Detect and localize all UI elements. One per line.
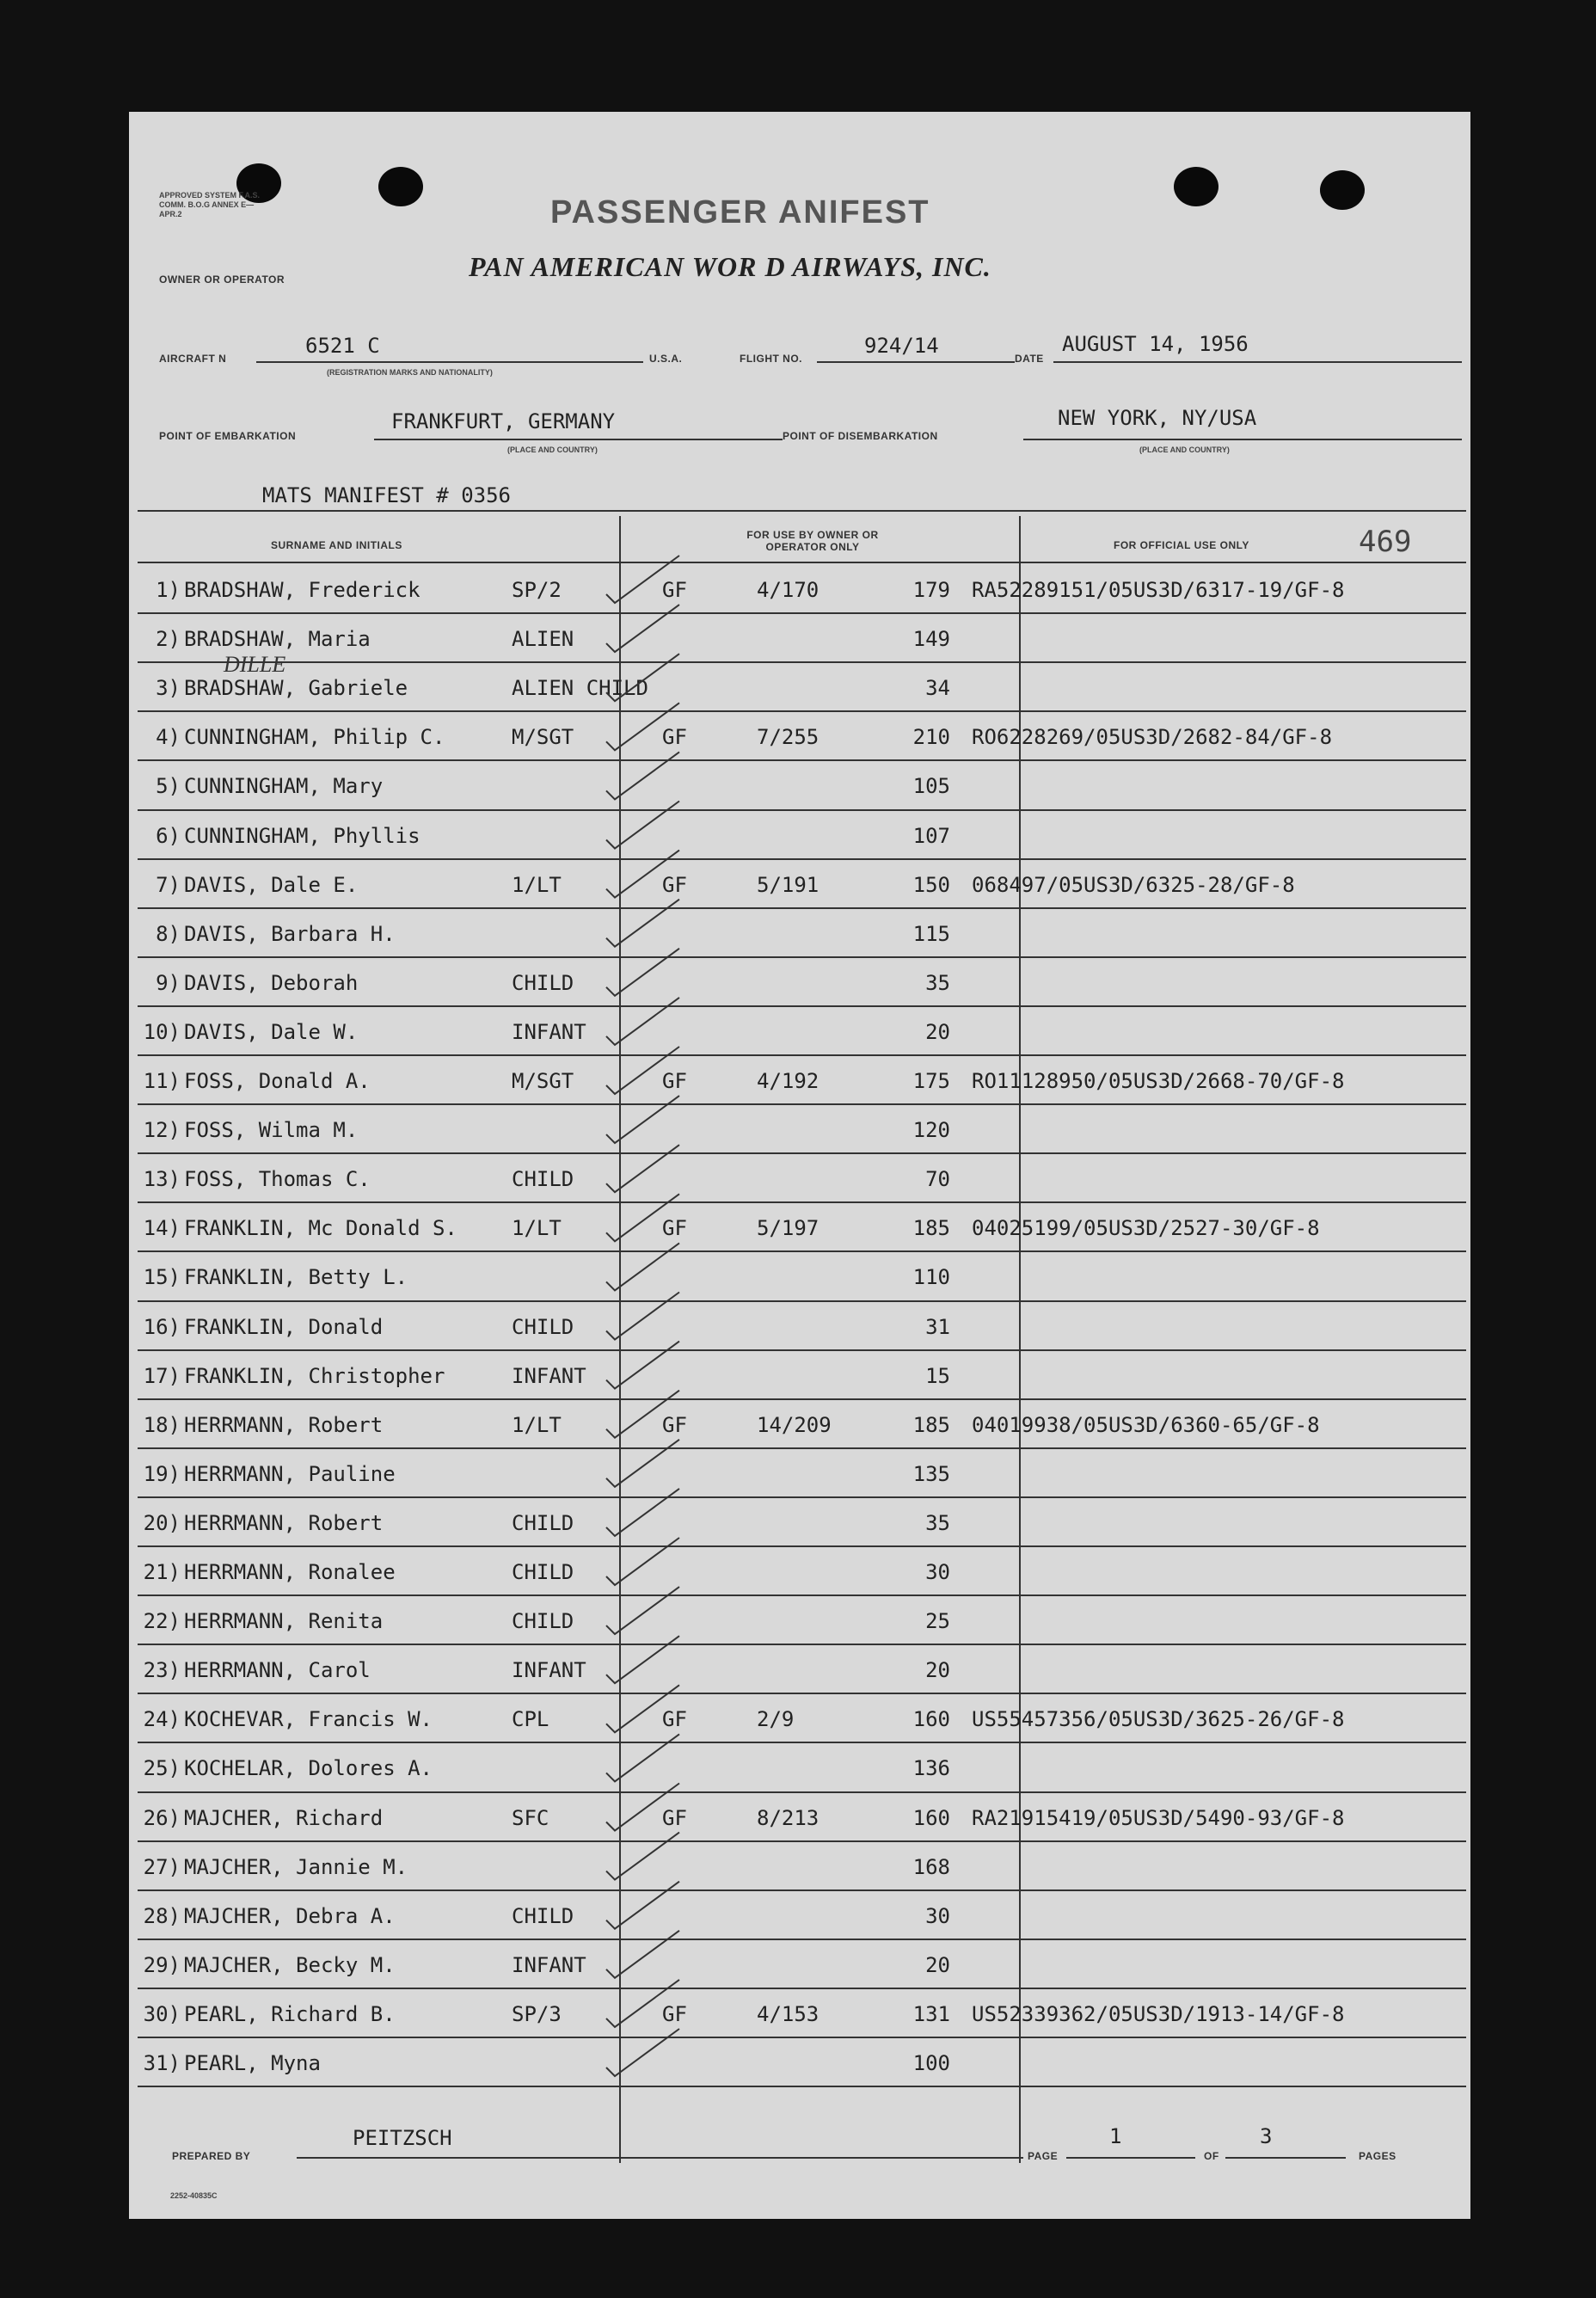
passenger-weight: 135: [912, 1461, 950, 1486]
passenger-number: 19): [143, 1461, 181, 1486]
passenger-name: HERRMANN, Robert: [184, 1412, 384, 1437]
date-value: AUGUST 14, 1956: [1062, 332, 1249, 356]
check-mark: [606, 752, 679, 799]
passenger-date: 5/191: [757, 872, 819, 897]
check-mark: [606, 556, 679, 603]
passenger-weight: 20: [925, 1952, 950, 1977]
column-header-surname: SURNAME AND INITIALS: [271, 539, 402, 551]
passenger-code: GF: [662, 1805, 687, 1830]
passenger-date: 7/255: [757, 725, 819, 750]
form-number: 2252-40835C: [170, 2191, 218, 2200]
passenger-name: MAJCHER, Richard: [184, 1805, 384, 1830]
approval-note: APPROVED SYSTEM F.A.S. COMM. B.O.G ANNEX E—APR.2: [159, 191, 261, 218]
passenger-weight: 120: [912, 1118, 950, 1143]
passenger-rank: INFANT: [512, 1952, 586, 1977]
passenger-rank: ALIEN CHILD: [512, 676, 648, 701]
of-underline: [1225, 2157, 1346, 2159]
prepared-by-value: PEITZSCH: [353, 2126, 452, 2150]
passenger-number: 24): [143, 1707, 181, 1732]
passenger-name: HERRMANN, Pauline: [184, 1461, 396, 1486]
passenger-weight: 110: [912, 1265, 950, 1290]
passenger-weight: 100: [912, 2051, 950, 2075]
passenger-rank: CHILD: [512, 1903, 574, 1928]
passenger-rank: SFC: [512, 1805, 549, 1830]
passenger-date: 14/209: [757, 1412, 832, 1437]
usa-label: U.S.A.: [649, 353, 683, 365]
embarkation-value: FRANKFURT, GERMANY: [391, 409, 616, 433]
passenger-number: 8): [156, 921, 181, 946]
check-mark: [606, 1833, 679, 1880]
passenger-name: DAVIS, Dale W.: [184, 1019, 359, 1044]
passenger-rank: CHILD: [512, 1167, 574, 1192]
check-mark: [606, 1931, 679, 1978]
passenger-weight: 34: [925, 676, 950, 701]
passenger-weight: 131: [912, 2001, 950, 2026]
passenger-number: 7): [156, 872, 181, 897]
check-mark: [606, 2029, 679, 2076]
passenger-weight: 15: [925, 1363, 950, 1388]
check-mark: [606, 1734, 679, 1781]
passenger-number: 18): [143, 1412, 181, 1437]
passenger-code: GF: [662, 1216, 687, 1241]
passenger-weight: 35: [925, 970, 950, 995]
passenger-name: FRANKLIN, Donald: [184, 1314, 384, 1339]
aircraft-label: AIRCRAFT N: [159, 353, 227, 365]
passenger-name: FOSS, Wilma M.: [184, 1118, 359, 1143]
check-mark: [606, 1636, 679, 1683]
check-mark: [606, 1538, 679, 1585]
passenger-number: 16): [143, 1314, 181, 1339]
passenger-date: 4/192: [757, 1069, 819, 1093]
aircraft-value: 6521 C: [305, 334, 380, 358]
check-mark: [606, 1194, 679, 1241]
passenger-rank: INFANT: [512, 1019, 586, 1044]
passenger-name: BRADSHAW, Maria: [184, 627, 371, 652]
disembarkation-value: NEW YORK, NY/USA: [1058, 406, 1257, 430]
operator-name: PAN AMERICAN WOR D AIRWAYS, INC.: [469, 251, 991, 282]
passenger-name: FRANKLIN, Mc Donald S.: [184, 1216, 457, 1241]
passenger-number: 26): [143, 1805, 181, 1830]
passenger-number: 14): [143, 1216, 181, 1241]
passenger-name: BRADSHAW, Gabriele: [184, 676, 408, 701]
passenger-official-id: RO11128950/05US3D/2668-70/GF-8: [972, 1069, 1345, 1093]
passenger-number: 10): [143, 1019, 181, 1044]
check-mark: [606, 1980, 679, 2027]
passenger-number: 12): [143, 1118, 181, 1143]
disembarkation-sub: (PLACE AND COUNTRY): [1139, 445, 1230, 454]
page-title: PASSENGER ANIFEST: [550, 194, 930, 230]
passenger-code: GF: [662, 1412, 687, 1437]
column-header-official: FOR OFFICIAL USE ONLY: [1114, 539, 1249, 551]
check-mark: [606, 1882, 679, 1929]
passenger-weight: 30: [925, 1560, 950, 1584]
check-mark: [606, 1489, 679, 1536]
passenger-name: FRANKLIN, Christopher: [184, 1363, 445, 1388]
passenger-weight: 25: [925, 1609, 950, 1634]
passenger-weight: 70: [925, 1167, 950, 1192]
of-label: OF: [1204, 2150, 1219, 2162]
owner-label: OWNER OR OPERATOR: [159, 273, 285, 286]
passenger-name: CUNNINGHAM, Phyllis: [184, 823, 420, 848]
check-mark: [606, 998, 679, 1045]
passenger-name: CUNNINGHAM, Mary: [184, 774, 384, 799]
check-mark: [606, 802, 679, 849]
passenger-official-id: RA21915419/05US3D/5490-93/GF-8: [972, 1805, 1345, 1830]
passenger-number: 3): [156, 676, 181, 701]
passenger-code: GF: [662, 1707, 687, 1732]
check-mark: [606, 851, 679, 898]
check-mark: [606, 900, 679, 947]
passenger-name: KOCHELAR, Dolores A.: [184, 1756, 433, 1781]
column-header-owner: FOR USE BY OWNER OR OPERATOR ONLY: [746, 529, 879, 553]
passenger-name: HERRMANN, Robert: [184, 1510, 384, 1535]
passenger-date: 4/153: [757, 2001, 819, 2026]
embarkation-label: POINT OF EMBARKATION: [159, 430, 297, 442]
passenger-rank: CHILD: [512, 1314, 574, 1339]
passenger-weight: 160: [912, 1805, 950, 1830]
passenger-weight: 168: [912, 1854, 950, 1879]
passenger-number: 22): [143, 1609, 181, 1634]
check-mark: [606, 703, 679, 750]
check-mark: [606, 1243, 679, 1290]
of-value: 3: [1260, 2124, 1273, 2148]
check-marks: [129, 112, 1470, 2219]
passenger-date: 2/9: [757, 1707, 795, 1732]
passenger-rank: CHILD: [512, 1560, 574, 1584]
passenger-rank: M/SGT: [512, 1069, 574, 1093]
passenger-weight: 20: [925, 1658, 950, 1683]
passenger-name: CUNNINGHAM, Philip C.: [184, 725, 445, 750]
mats-manifest-number: MATS MANIFEST # 0356: [262, 483, 511, 507]
passenger-weight: 179: [912, 578, 950, 602]
passenger-weight: 175: [912, 1069, 950, 1093]
check-mark: [606, 1685, 679, 1732]
passenger-rank: ALIEN: [512, 627, 574, 652]
passenger-rank: SP/3: [512, 2001, 562, 2026]
passenger-official-id: RA52289151/05US3D/6317-19/GF-8: [972, 578, 1345, 602]
passenger-number: 13): [143, 1167, 181, 1192]
passenger-number: 29): [143, 1952, 181, 1977]
passenger-name: PEARL, Myna: [184, 2051, 321, 2075]
page-value: 1: [1109, 2124, 1122, 2148]
check-mark: [606, 1391, 679, 1438]
passenger-name: HERRMANN, Ronalee: [184, 1560, 396, 1584]
passenger-weight: 30: [925, 1903, 950, 1928]
passenger-name: HERRMANN, Renita: [184, 1609, 384, 1634]
check-mark: [606, 1145, 679, 1192]
passenger-weight: 160: [912, 1707, 950, 1732]
check-mark: [606, 1342, 679, 1389]
passenger-code: GF: [662, 1069, 687, 1093]
flight-label: FLIGHT NO.: [740, 353, 802, 365]
passenger-official-id: 04019938/05US3D/6360-65/GF-8: [972, 1412, 1320, 1437]
passenger-date: 5/197: [757, 1216, 819, 1241]
passenger-weight: 107: [912, 823, 950, 848]
passenger-official-id: 068497/05US3D/6325-28/GF-8: [972, 872, 1295, 897]
check-mark: [606, 1440, 679, 1487]
passenger-name: FOSS, Thomas C.: [184, 1167, 371, 1192]
passenger-weight: 31: [925, 1314, 950, 1339]
flight-value: 924/14: [864, 334, 939, 358]
passenger-date: 8/213: [757, 1805, 819, 1830]
check-mark: [606, 1293, 679, 1340]
check-mark: [606, 1096, 679, 1143]
passenger-code: GF: [662, 725, 687, 750]
passenger-weight: 149: [912, 627, 950, 652]
passenger-number: 6): [156, 823, 181, 848]
check-mark: [606, 1784, 679, 1831]
passenger-rank: CHILD: [512, 1510, 574, 1535]
passenger-official-id: US52339362/05US3D/1913-14/GF-8: [972, 2001, 1345, 2026]
passenger-number: 30): [143, 2001, 181, 2026]
passenger-name: FOSS, Donald A.: [184, 1069, 371, 1093]
passenger-weight: 115: [912, 921, 950, 946]
passenger-code: GF: [662, 2001, 687, 2026]
disembarkation-label: POINT OF DISEMBARKATION: [783, 430, 938, 442]
page-label: PAGE: [1028, 2150, 1059, 2162]
passenger-number: 15): [143, 1265, 181, 1290]
passenger-official-id: RO6228269/05US3D/2682-84/GF-8: [972, 725, 1333, 750]
passenger-name: MAJCHER, Debra A.: [184, 1903, 396, 1928]
passenger-rank: CPL: [512, 1707, 549, 1732]
prepared-by-label: PREPARED BY: [172, 2150, 251, 2162]
passenger-number: 17): [143, 1363, 181, 1388]
passenger-rank: INFANT: [512, 1658, 586, 1683]
passenger-rank: M/SGT: [512, 725, 574, 750]
passenger-number: 11): [143, 1069, 181, 1093]
passenger-name: DAVIS, Deborah: [184, 970, 359, 995]
passenger-rank: CHILD: [512, 970, 574, 995]
passenger-name: PEARL, Richard B.: [184, 2001, 396, 2026]
passenger-weight: 20: [925, 1019, 950, 1044]
manifest-sheet: [129, 112, 1470, 2219]
passenger-name: BRADSHAW, Frederick: [184, 578, 420, 602]
check-mark: [606, 1047, 679, 1094]
passenger-number: 9): [156, 970, 181, 995]
passenger-number: 1): [156, 578, 181, 602]
check-mark: [606, 1587, 679, 1634]
passenger-name: DAVIS, Dale E.: [184, 872, 359, 897]
stamp-number: 469: [1359, 525, 1412, 559]
passenger-rank: SP/2: [512, 578, 562, 602]
check-mark: [606, 605, 679, 652]
passenger-weight: 210: [912, 725, 950, 750]
passenger-rank: CHILD: [512, 1609, 574, 1634]
passenger-official-id: 04025199/05US3D/2527-30/GF-8: [972, 1216, 1320, 1241]
passenger-weight: 35: [925, 1510, 950, 1535]
annotation-handwritten: DILLE: [224, 652, 286, 677]
passenger-weight: 105: [912, 774, 950, 799]
passenger-code: GF: [662, 578, 687, 602]
passenger-rank: 1/LT: [512, 1216, 562, 1241]
passenger-date: 4/170: [757, 578, 819, 602]
page-underline: [1066, 2157, 1195, 2159]
date-label: DATE: [1015, 353, 1044, 365]
passenger-official-id: US55457356/05US3D/3625-26/GF-8: [972, 1707, 1345, 1732]
passenger-code: GF: [662, 872, 687, 897]
embarkation-sub: (PLACE AND COUNTRY): [507, 445, 598, 454]
passenger-name: MAJCHER, Jannie M.: [184, 1854, 408, 1879]
passenger-number: 25): [143, 1756, 181, 1781]
passenger-number: 31): [143, 2051, 181, 2075]
prepared-by-underline: [297, 2157, 1023, 2159]
passenger-weight: 185: [912, 1412, 950, 1437]
passenger-number: 2): [156, 627, 181, 652]
passenger-name: FRANKLIN, Betty L.: [184, 1265, 408, 1290]
passenger-weight: 185: [912, 1216, 950, 1241]
check-mark: [606, 949, 679, 996]
passenger-rank: 1/LT: [512, 872, 562, 897]
passenger-number: 20): [143, 1510, 181, 1535]
passenger-number: 4): [156, 725, 181, 750]
passenger-number: 23): [143, 1658, 181, 1683]
passenger-weight: 136: [912, 1756, 950, 1781]
passenger-number: 27): [143, 1854, 181, 1879]
check-mark: [606, 654, 679, 701]
passenger-name: DAVIS, Barbara H.: [184, 921, 396, 946]
passenger-rank: INFANT: [512, 1363, 586, 1388]
passenger-number: 21): [143, 1560, 181, 1584]
passenger-name: KOCHEVAR, Francis W.: [184, 1707, 433, 1732]
passenger-weight: 150: [912, 872, 950, 897]
passenger-rank: 1/LT: [512, 1412, 562, 1437]
pages-label: PAGES: [1359, 2150, 1396, 2162]
passenger-name: HERRMANN, Carol: [184, 1658, 371, 1683]
passenger-number: 5): [156, 774, 181, 799]
aircraft-sub: (REGISTRATION MARKS AND NATIONALITY): [327, 368, 493, 377]
passenger-name: MAJCHER, Becky M.: [184, 1952, 396, 1977]
passenger-number: 28): [143, 1903, 181, 1928]
